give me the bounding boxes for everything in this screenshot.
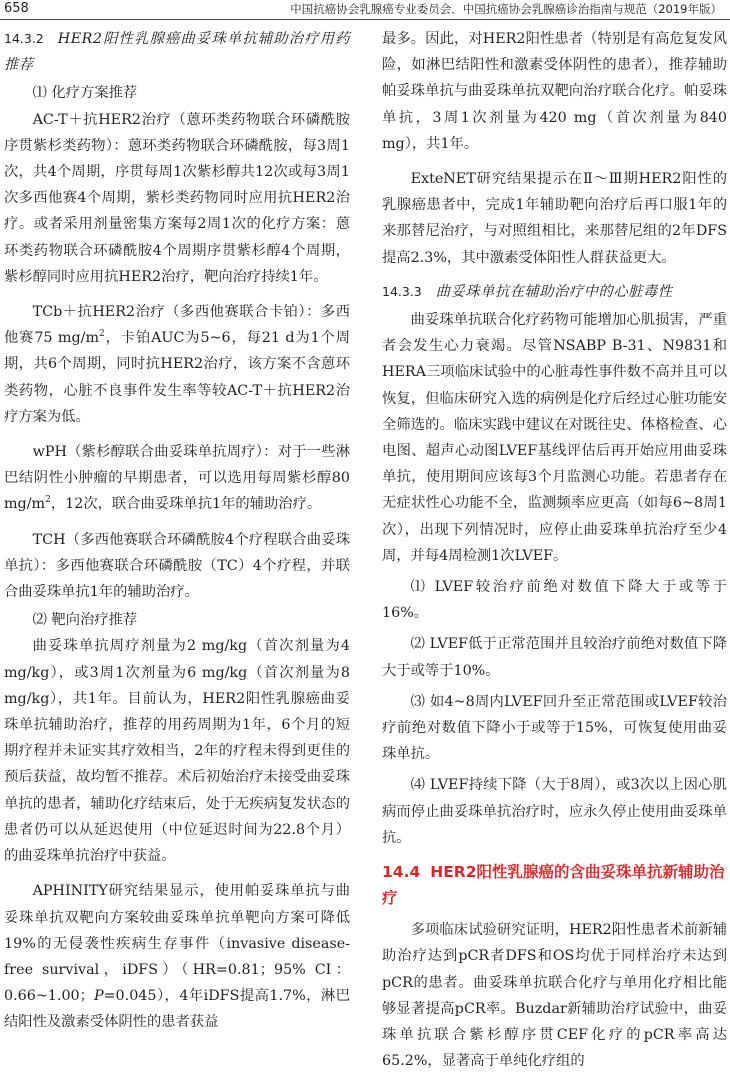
- paragraph-trastuzumab-dosing: 曲妥珠单抗周疗剂量为2 mg/kg（首次剂量为4 mg/kg），或3周1次剂量为6 mg/kg（首次剂量为8 mg/kg），共1年。目前认为，HER2阳性乳腺癌曲妥珠单抗辅助治疗，推荐的用药周期为1年，6个月的短期疗程并未证实其疗效相当，2年的疗程未得到更佳的预后获益，故均暂不推荐。术后初始治疗未接受曲妥珠单抗的患者，辅助化疗结束后，处于无疾病复发状态的患者仍可以从延迟使用（中位延迟时间为22.8个月）的曲妥珠单抗治疗中获益。: [4, 638, 350, 865]
- paragraph-tch: TCH（多西他赛联合环磷酰胺4个疗程联合曲妥珠单抗）：多西他赛联合环磷酰胺（TC）4个疗程，并联合曲妥珠单抗1年的辅助治疗。: [4, 531, 350, 601]
- subheading-chemo-regimens: ⑴ 化疗方案推荐: [32, 85, 138, 102]
- list-item-lvef-3: ⑶ 如4~8周内LVEF回升至正常范围或LVEF较治疗前绝对数值下降小于或等于15%，可恢复使用曲妥珠单抗。: [382, 693, 727, 763]
- section-title: 曲妥珠单抗在辅助治疗中的心脏毒性: [435, 283, 673, 300]
- paragraph-extenet: ExteNET研究结果提示在Ⅱ～Ⅲ期HER2阳性的乳腺癌患者中，完成1年辅助靶向治疗后再口服1年的来那替尼治疗，与对照组相比，来那替尼组的2年DFS提高2.3%，其中激素受体阳性人群获益更大。: [382, 171, 727, 266]
- section-title: HER2阳性乳腺癌曲妥珠单抗辅助治疗用药推荐: [4, 31, 350, 74]
- section-heading-14-3-2: [4, 26, 350, 78]
- paragraph-aphinity: APHINITY研究结果显示，使用帕妥珠单抗与曲妥珠单抗双靶向方案较曲妥珠单抗单靶向方案可降低19%的无侵袭性疾病生存事件（invasive disease-free survival，iDFS）（HR=0.81；95% CI：0.66~1.00；P=0.045），4年iDFS提高1.7%，淋巴结阳性及激素受体阴性的患者获益: [4, 883, 350, 1031]
- paragraph-cardiotoxicity: 曲妥珠单抗联合化疗药物可能增加心肌损害，严重者会发生心力衰竭。尽管NSABP B-31、N9831和HERA三项临床试验中的心脏毒性事件数不高并且可以恢复，但临床研究入选的病例是化疗后经过心脏功能安全筛选的。临床实践中建议在对既往史、体格检查、心电图、超声心动图LVEF基线评估后再开始应用曲妥珠单抗，使用期间应该每3个月监测心功能。若患者存在无症状性心功能不全，监测频率应更高（如每6~8周1次），出现下列情况时，应停止曲妥珠单抗治疗至少4周，并每4周检测1次LVEF。: [382, 312, 727, 564]
- paragraph-act-her2: AC-T＋抗HER2治疗（蒽环类药物联合环磷酰胺序贯紫杉类药物）：蒽环类药物联合环磷酰胺，每3周1次，共4个周期，序贯每周1次紫杉醇共12次或每3周1次多西他赛4个周期，紫杉类药物同时应用抗HER2治疗。或者采用剂量密集方案每2周1次的化疗方案：蒽环类药物联合环磷酰胺4个周期序贯紫杉醇4个周期，紫杉醇同时应用抗HER2治疗，靶向治疗持续1年。: [4, 111, 350, 285]
- section-heading-14-4: [382, 859, 727, 911]
- running-head: 中国抗癌协会乳腺癌专业委员会．中国抗癌协会乳腺癌诊治指南与规范（2019年版）: [290, 2, 722, 16]
- paragraph-neoadjuvant: 多项临床试验研究证明，HER2阳性患者术前新辅助治疗达到pCR者DFS和OS均优于同样治疗未达到pCR的患者。曲妥珠单抗联合化疗与单用化疗相比能够显著提高pCR率。Buzdar新辅助治疗试验中，曲妥珠单抗联合紫杉醇序贯CEF化疗的pCR率高达65.2%，显著高于单纯化疗组的: [382, 922, 727, 1070]
- section-number: 14.3.2: [4, 31, 44, 46]
- paragraph-tcb-her2: TCb＋抗HER2治疗（多西他赛联合卡铂）：多西他赛75 $mg/m^2$，卡铂AUC为5~6，每21 d为1个周期，共6个周期，同时抗HER2治疗，该方案不含蒽环类药物，心脏不良事件发生率等较AC-T＋抗HER2治疗方案为低。: [4, 304, 350, 425]
- section-heading-14-3-3: [382, 279, 727, 305]
- paragraph-aphinity-continued: 最多。因此，对HER2阳性患者（特别是有高危复发风险，如淋巴结阳性和激素受体阴性的患者），推荐辅助帕妥珠单抗与曲妥珠单抗双靶向治疗联合化疗。帕妥珠单抗，3周1次剂量为420 mg（首次剂量为840 mg），共1年。: [382, 31, 727, 152]
- list-item-lvef-2: ⑵ LVEF低于正常范围并且较治疗前绝对数值下降大于或等于10%。: [382, 636, 727, 679]
- section-title: HER2阳性乳腺癌的含曲妥珠单抗新辅助治疗: [382, 863, 725, 908]
- section-number: 14.3.3: [382, 283, 422, 299]
- list-item-lvef-4: ⑷ LVEF持续下降（大于8周），或3次以上因心肌病而停止曲妥珠单抗治疗时，应永久停止使用曲妥珠单抗。: [382, 777, 727, 846]
- paragraph-wph: wPH（紫杉醇联合曲妥珠单抗周疗）：对于一些淋巴结阴性小肿瘤的早期患者，可以选用每周紫杉醇80 $mg/m^2$，12次，联合曲妥珠单抗1年的辅助治疗。: [4, 444, 350, 513]
- left-column: [4, 26, 350, 1036]
- subheading-targeted-therapy: ⑵ 靶向治疗推荐: [32, 612, 138, 629]
- page-header: [0, 0, 730, 20]
- page-number: 658: [4, 1, 29, 16]
- section-number: 14.4: [382, 863, 421, 882]
- list-item-lvef-1: ⑴ LVEF较治疗前绝对数值下降大于或等于16%。: [382, 579, 727, 622]
- right-column: [382, 26, 727, 1074]
